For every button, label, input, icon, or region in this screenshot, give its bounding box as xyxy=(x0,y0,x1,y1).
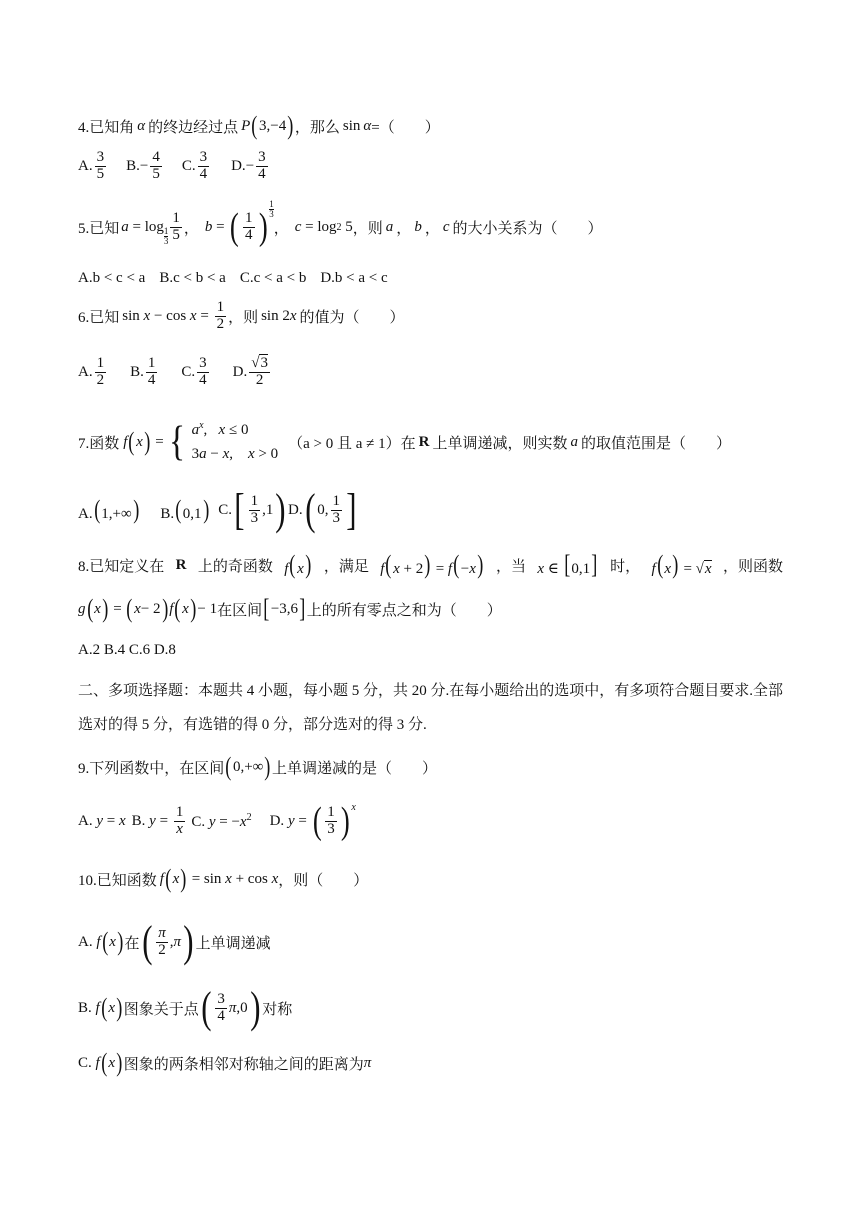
q5-option-b: B.c < b < a xyxy=(159,270,226,286)
piecewise-function: { $a^x$, x ≤ 0 3a − x, x > 0 xyxy=(169,419,279,465)
q9-text-1: 上单调递减的是（ ） xyxy=(272,760,438,777)
question-4: 4.已知角 α 的终边经过点 P ( 3,−4 ) ，那么 sin α =（ ） xyxy=(78,111,440,140)
question-5-options xyxy=(78,270,388,287)
section-2-instructions: 二、多项选择题：本题共 4 小题，每小题 5 分，共 20 分.在每小题给出的选项中，有多项符合题目要求.全部选对的得 5 分，有选错的得 0 分，部分选对的得 3 分. xyxy=(78,683,784,733)
q7-option-b: B.(0,1) xyxy=(160,495,209,524)
question-6-options xyxy=(78,356,290,389)
q7-stem: 7.函数 xyxy=(78,435,120,452)
q7-text-3: 的取值范围是（ ） xyxy=(581,435,732,452)
q4-stem: 4.已知角 xyxy=(78,119,135,136)
question-8-options: A.2 B.4 C.6 D.8 xyxy=(78,642,176,658)
q10-stem: 10.已知函数 xyxy=(78,872,157,889)
q6-text-2: 的值为（ ） xyxy=(299,309,405,326)
q10-option-a: A. f ( x ) 在 ( $\frac{\pi}{2}$ , π ) 上单调递减 xyxy=(78,917,271,966)
q8-text-7: 上的所有零点之和为（ ） xyxy=(306,602,502,619)
q4-option-c: C. $\frac{3}{4}$ xyxy=(181,149,208,182)
question-6: 6.已知 sin x − cos x = $\frac{1}{2}$ ，则 sin 2x 的值为（ ） xyxy=(78,299,405,332)
q9-option-d: D. y = ( $\frac{1}{3}$ ) $^x$ xyxy=(269,800,356,842)
q4-option-b: B. − $\frac{4}{5}$ xyxy=(126,149,160,182)
question-7-options xyxy=(78,485,359,534)
q5-text-4: 的大小关系为（ ） xyxy=(452,220,603,237)
q9-option-a: A. y = x xyxy=(78,812,126,829)
q4-option-a: A. $\frac{3}{5}$ xyxy=(78,149,105,182)
q6-option-b: B. $\frac{1}{4}$ xyxy=(130,355,156,388)
question-8-line-2: g ( x ) = ( x − 2 ) f ( x ) − 1 在区间 [ −3,6 ] 上的所有零点之和为（ ） xyxy=(78,594,502,623)
q6-stem: 6.已知 xyxy=(78,309,120,326)
q9-option-b: B. y = $\frac{1}{x}$ xyxy=(131,803,184,837)
q7-option-d: D. ( 0, $\frac{1}{3}$ ] xyxy=(288,485,357,534)
q10-option-b: B. f ( x ) 图象关于点 ( $\frac{3}{4}$ π ,0 ) 对称 xyxy=(78,983,293,1032)
q4-text-2: ，那么 xyxy=(294,119,340,136)
q5-option-d: D.b < a < c xyxy=(320,270,388,286)
q7-option-c: C. [ $\frac{1}{3}$ ,1 ) xyxy=(218,485,286,534)
q6-option-c: C. $\frac{3}{4}$ xyxy=(181,355,207,388)
question-8-line-1: 8.已知定义在 R 上的奇函数 f(x) ，满足 f(x + 2) = f(−x) ，当 x ∈ [0,1] 时， f(x) = √x ，则函数 xyxy=(78,550,783,579)
question-5: 5.已知 a = log 1 3 $\frac{1}{5}$ ， b = ( $\frac{1}{4}$ ) 1 3 ， c = log 2 5 ，则 a ， b ， c 的大小关系为（ ） xyxy=(78,198,603,248)
q4-option-d: D. − $\frac{3}{4}$ xyxy=(231,149,266,182)
q7-option-a: A.(1,+∞) xyxy=(78,495,140,524)
q9-option-c: C. $y = -x^2$ xyxy=(191,811,252,830)
q7-text-1: （a > 0 且 a ≠ 1）在 xyxy=(288,435,416,452)
q4-text-1: 的终边经过点 xyxy=(148,119,239,136)
q4-text-3: =（ ） xyxy=(371,119,440,136)
q6-option-a: A. $\frac{1}{2}$ xyxy=(78,355,105,388)
q6-option-d: D. $\frac{√3}{2}$ xyxy=(232,355,268,388)
q5-stem: 5.已知 xyxy=(78,220,120,237)
q10-option-c: C. f ( x ) 图象的两条相邻对称轴之间的距离为 π xyxy=(78,1048,372,1077)
q8-stem: 8.已知定义在 xyxy=(78,558,165,575)
question-4-options xyxy=(78,150,288,183)
q9-stem: 9.下列函数中，在区间 xyxy=(78,760,225,777)
q7-text-2: 上单调递减，则实数 xyxy=(432,435,568,452)
question-10: 10.已知函数 f ( x ) = sin x + cos x ，则（ ） xyxy=(78,864,369,893)
question-7: 7.函数 f ( x ) = { $a^x$, x ≤ 0 3a − x, x > 0 （a > 0 且 a ≠ 1）在 R 上单调递减，则实数 a 的取值范围是（ ） xyxy=(78,419,732,465)
question-9: 9.下列函数中，在区间 ( 0,+∞ ) 上单调递减的是（ ） xyxy=(78,752,438,781)
q5-option-a: A.b < c < a xyxy=(78,270,146,286)
q10-text-1: ，则（ ） xyxy=(278,872,369,889)
question-9-options xyxy=(78,802,356,840)
q5-option-c: C.c < a < b xyxy=(239,270,307,286)
